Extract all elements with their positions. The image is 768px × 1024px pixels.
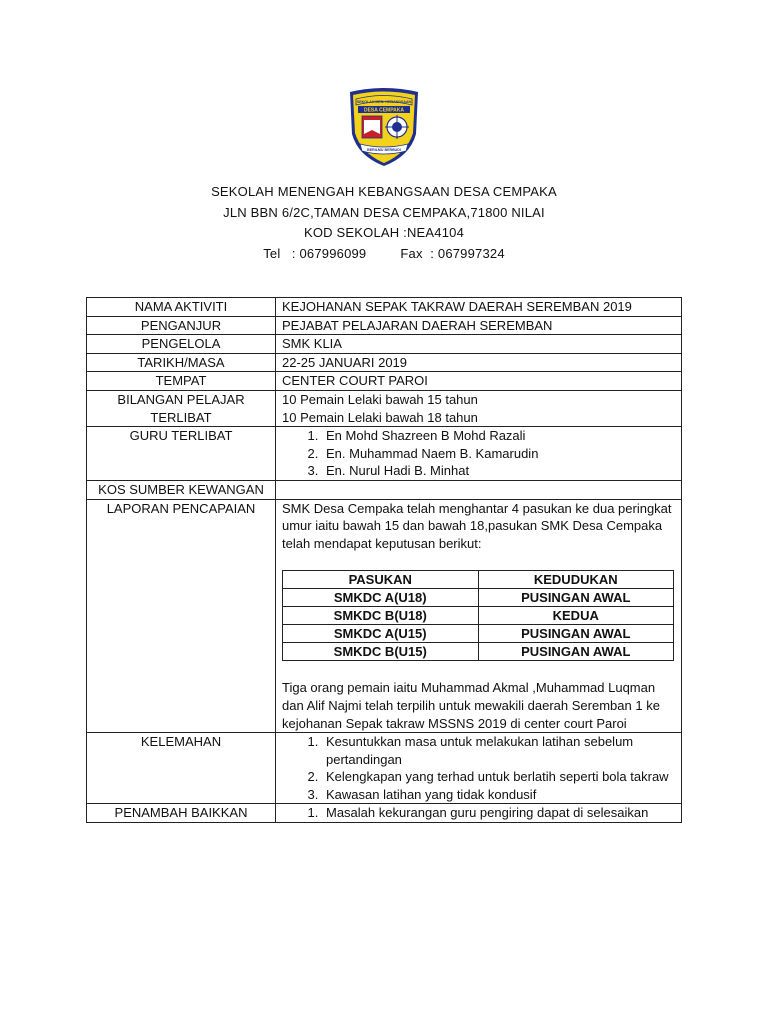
- table-row: [87, 499, 682, 733]
- row-value: [276, 427, 682, 481]
- table-row: [87, 427, 682, 481]
- row-label: PENGANJUR: [87, 316, 276, 335]
- results-row: [283, 625, 674, 643]
- position-cell: KEDUA: [478, 607, 674, 625]
- row-value: KEJOHANAN SEPAK TAKRAW DAERAH SEREMBAN 2019: [276, 298, 682, 317]
- row-label: KOS SUMBER KEWANGAN: [87, 480, 276, 499]
- results-row: [283, 607, 674, 625]
- column-header: KEDUDUKAN: [478, 571, 674, 589]
- list-item: 1. Kesuntukkan masa untuk melakukan latihan sebelum pertandingan: [322, 733, 675, 768]
- row-label: TARIKH/MASA: [87, 353, 276, 372]
- row-value: [276, 499, 682, 733]
- school-crest-logo: [344, 86, 424, 168]
- row-value: [276, 733, 682, 804]
- team-cell: SMKDC B(U15): [283, 643, 479, 661]
- fax-number: Fax : 067997324: [400, 245, 505, 261]
- teacher-list: [282, 427, 675, 480]
- table-row: [87, 335, 682, 354]
- column-header: PASUKAN: [283, 571, 479, 589]
- row-label: NAMA AKTIVITI: [87, 298, 276, 317]
- value-line: 10 Pemain Lelaki bawah 18 tahun: [282, 409, 478, 425]
- list-item: 2. En. Muhammad Naem B. Kamarudin: [322, 445, 675, 463]
- table-row: [87, 353, 682, 372]
- results-row: [283, 643, 674, 661]
- school-code: KOD SEKOLAH :NEA4104: [303, 225, 465, 240]
- label-line: BILANGAN PELAJAR: [117, 391, 245, 407]
- row-label: PENAMBAH BAIKKAN: [87, 804, 276, 823]
- report-closing: Tiga orang pemain iaitu Muhammad Akmal ,Muhammad Luqman dan Alif Najmi telah terpilih untuk mewakili daerah Seremban 1 ke kejohanan Sepak takraw MSSNS 2019 di center court Paroi: [282, 680, 660, 731]
- row-label: LAPORAN PENCAPAIAN: [87, 499, 276, 733]
- row-value: [276, 804, 682, 823]
- team-cell: SMKDC B(U18): [283, 607, 479, 625]
- svg-text:SEKOLAH MEN. KEBANGSAAN: SEKOLAH MEN. KEBANGSAAN: [356, 100, 412, 105]
- list-item: 1. Masalah kekurangan guru pengiring dapat di selesaikan: [322, 804, 675, 822]
- row-value: SMK KLIA: [276, 335, 682, 354]
- school-name: SEKOLAH MENENGAH KEBANGSAAN DESA CEMPAKA: [211, 184, 557, 199]
- results-table: [282, 570, 674, 661]
- row-value: PEJABAT PELAJARAN DAERAH SEREMBAN: [276, 316, 682, 335]
- team-cell: SMKDC A(U18): [283, 589, 479, 607]
- results-header-row: [283, 571, 674, 589]
- results-row: [283, 589, 674, 607]
- row-label: KELEMAHAN: [87, 733, 276, 804]
- position-cell: PUSINGAN AWAL: [478, 643, 674, 661]
- table-row: [87, 298, 682, 317]
- table-row: [87, 480, 682, 499]
- list-item: 3. Kawasan latihan yang tidak kondusif: [322, 786, 675, 804]
- list-item: 1. En Mohd Shazreen B Mohd Razali: [322, 427, 675, 445]
- position-cell: PUSINGAN AWAL: [478, 625, 674, 643]
- table-row: [87, 804, 682, 823]
- label-line: TERLIBAT: [150, 409, 212, 425]
- contact-line: [0, 244, 768, 265]
- svg-text:DESA CEMPAKA: DESA CEMPAKA: [363, 107, 405, 114]
- table-row: [87, 733, 682, 804]
- row-value: 22-25 JANUARI 2019: [276, 353, 682, 372]
- svg-text:BERILMU BERBUDI: BERILMU BERBUDI: [367, 148, 401, 152]
- row-value: [276, 480, 682, 499]
- school-header: [0, 182, 768, 264]
- value-line: 10 Pemain Lelaki bawah 15 tahun: [282, 391, 478, 407]
- school-address: JLN BBN 6/2C,TAMAN DESA CEMPAKA,71800 NILAI: [223, 204, 545, 220]
- row-label: PENGELOLA: [87, 335, 276, 354]
- row-value: [276, 390, 682, 426]
- improvement-list: [282, 804, 675, 822]
- table-row: [87, 316, 682, 335]
- activity-report-table: [86, 297, 682, 823]
- position-cell: PUSINGAN AWAL: [478, 589, 674, 607]
- report-intro: SMK Desa Cempaka telah menghantar 4 pasukan ke dua peringkat umur iaitu bawah 15 dan bawah 18,pasukan SMK Desa Cempaka telah mendapat keputusan berikut:: [282, 500, 672, 551]
- row-value: CENTER COURT PAROI: [276, 372, 682, 391]
- team-cell: SMKDC A(U15): [283, 625, 479, 643]
- table-row: [87, 372, 682, 391]
- table-row: [87, 390, 682, 426]
- telephone-number: Tel : 067996099: [263, 245, 367, 261]
- row-label: GURU TERLIBAT: [87, 427, 276, 481]
- row-label: [87, 390, 276, 426]
- list-item: 3. En. Nurul Hadi B. Minhat: [322, 462, 675, 480]
- row-label: TEMPAT: [87, 372, 276, 391]
- list-item: 2. Kelengkapan yang terhad untuk berlatih seperti bola takraw: [322, 768, 675, 786]
- weakness-list: [282, 733, 675, 803]
